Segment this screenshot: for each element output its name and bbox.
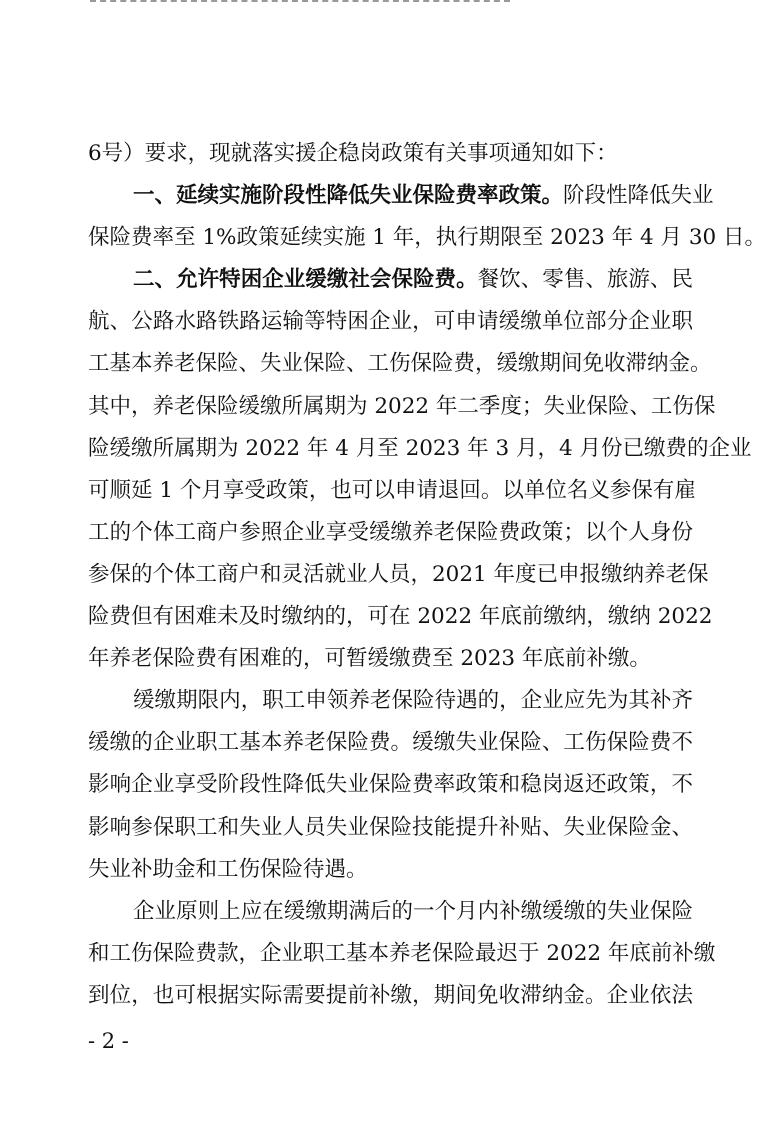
- line-text: 和工伤保险费款，企业职工基本养老保险最迟于 2022 年底前补缴: [88, 940, 716, 966]
- line-text: 影响企业享受阶段性降低失业保险费率政策和稳岗返还政策，不: [88, 772, 693, 798]
- text-line: [88, 722, 693, 764]
- text-line: [88, 596, 713, 638]
- line-text: 影响参保职工和失业人员失业保险技能提升补贴、失业保险金、: [88, 814, 693, 840]
- text-line: [88, 470, 696, 512]
- line-text: 缓缴期限内，职工申领养老保险待遇的，企业应先为其补齐: [133, 688, 693, 714]
- text-line: [88, 386, 716, 428]
- text-line: [88, 764, 693, 806]
- line-text: 参保的个体工商户和灵活就业人员，2021 年度已申报缴纳养老保: [88, 561, 709, 587]
- text-line: [88, 807, 693, 849]
- text-line: [88, 301, 693, 343]
- text-line: [88, 428, 752, 470]
- line-text: 6号）要求，现就落实援企稳岗政策有关事项通知如下：: [88, 141, 618, 166]
- line-text: 险费但有困难未及时缴纳的，可在 2022 年底前缴纳，缴纳 2022: [88, 604, 713, 630]
- section-heading: 二、允许特困企业缓缴社会保险费。: [133, 267, 478, 293]
- text-line: [88, 680, 693, 722]
- text-line: [88, 975, 693, 1017]
- text-line: [88, 933, 716, 975]
- line-text: 保险费率至 1%政策延续实施 1 年，执行期限至 2023 年 4 月 30 日。: [88, 225, 767, 251]
- line-text: 其中，养老保险缓缴所属期为 2022 年二季度；失业保险、工伤保: [88, 393, 716, 419]
- page-number: - 2 -: [88, 1029, 129, 1053]
- line-text: 失业补助金和工伤保险待遇。: [88, 856, 368, 882]
- text-line: [88, 512, 693, 554]
- text-line: [88, 891, 693, 933]
- text-line: [88, 133, 693, 175]
- text-line: [88, 554, 709, 596]
- text-line: [88, 175, 714, 217]
- text-line: [88, 259, 693, 301]
- line-text: 年养老保险费有困难的，可暂缓缴费至 2023 年底前补缴。: [88, 646, 651, 672]
- text-line: [88, 343, 712, 385]
- section-heading: 一、延续实施阶段性降低失业保险费率政策。: [133, 183, 564, 209]
- text-line: [88, 217, 767, 259]
- line-text: 航、公路水路铁路运输等特困企业，可申请缓缴单位部分企业职: [88, 309, 693, 335]
- line-text: 到位，也可根据实际需要提前补缴，期间免收滞纳金。企业依法: [88, 982, 693, 1008]
- line-text: 企业原则上应在缓缴期满后的一个月内补缴缓缴的失业保险: [133, 898, 693, 924]
- line-text: 险缓缴所属期为 2022 年 4 月至 2023 年 3 月，4 月份已缴费的企业: [88, 435, 752, 461]
- text-line: [88, 849, 693, 891]
- line-text: 可顺延 1 个月享受政策，也可以申请退回。以单位名义参保有雇: [88, 477, 696, 503]
- line-text: 工基本养老保险、失业保险、工伤保险费，缓缴期间免收滞纳金。: [88, 351, 712, 377]
- scan-edge-line: [90, 0, 510, 5]
- line-text: 缓缴的企业职工基本养老保险费。缓缴失业保险、工伤保险费不: [88, 730, 693, 756]
- line-text: 阶段性降低失业: [563, 183, 714, 209]
- line-text: 餐饮、零售、旅游、民: [477, 267, 693, 293]
- document-body: [88, 133, 767, 1017]
- text-line: [88, 638, 693, 680]
- line-text: 工的个体工商户参照企业享受缓缴养老保险费政策；以个人身份: [88, 519, 693, 545]
